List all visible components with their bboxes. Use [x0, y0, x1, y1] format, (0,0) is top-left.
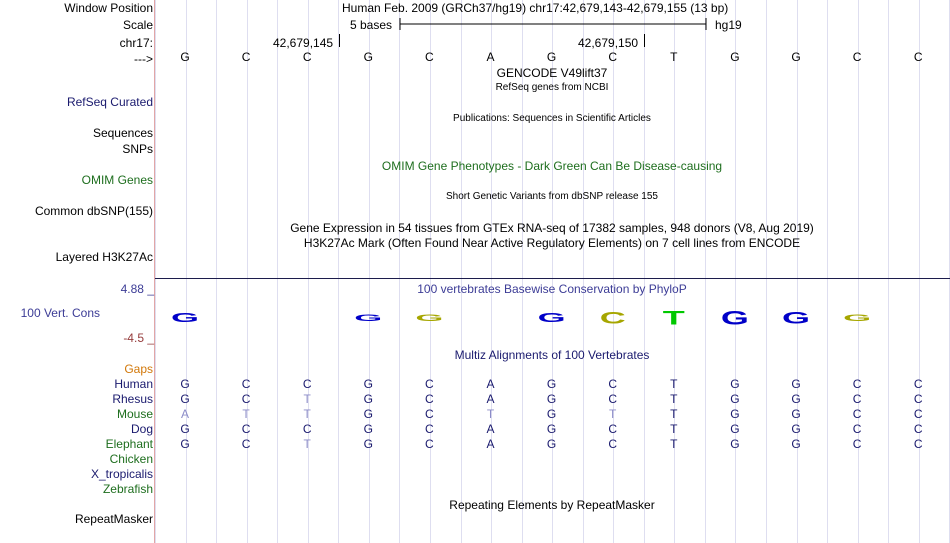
gencode-track-title[interactable]: GENCODE V49lift37 [496, 66, 608, 80]
conservation-glyph: G [170, 310, 199, 325]
dbsnp-track-title[interactable]: Short Genetic Variants from dbSNP release 155 [446, 191, 658, 202]
base-letter: C [608, 50, 618, 64]
conservation-glyph: G [537, 310, 566, 325]
grid-line [277, 0, 278, 543]
base-letter: C [241, 50, 251, 64]
conservation-glyph: T [662, 306, 685, 329]
phylop-track-title[interactable]: 100 vertebrates Basewise Conservation by PhyloP [417, 282, 687, 296]
layered-h3k27ac-label[interactable]: Layered H3K27Ac [55, 250, 153, 264]
alignment-base: G [363, 407, 373, 421]
alignment-base: C [302, 377, 312, 391]
alignment-base: G [730, 392, 740, 406]
grid-line [766, 0, 767, 543]
species-label[interactable]: Chicken [109, 452, 153, 466]
conservation-glyph: G [354, 312, 383, 323]
phylop-track-label[interactable]: 100 Vert. Cons [20, 306, 100, 320]
alignment-base: G [363, 377, 373, 391]
window-position-label: Window Position [64, 1, 153, 15]
alignment-base: T [303, 392, 311, 406]
alignment-base: C [608, 377, 618, 391]
sequences-label[interactable]: Sequences [92, 126, 153, 140]
alignment-base: C [241, 377, 251, 391]
alignment-base: C [608, 437, 618, 451]
species-label[interactable]: Rhesus [112, 392, 153, 406]
h3k27ac-track-title[interactable]: H3K27Ac Mark (Often Found Near Active Regulatory Elements) on 7 cell lines from ENCODE [303, 236, 801, 250]
grid-line [247, 0, 248, 543]
alignment-base: A [180, 407, 189, 421]
omim-track-title[interactable]: OMIM Gene Phenotypes - Dark Green Can Be Disease-causing [381, 159, 723, 173]
alignment-base: G [791, 437, 801, 451]
species-label[interactable]: Elephant [105, 437, 153, 451]
grid-line [369, 0, 370, 543]
conservation-glyph: G [781, 308, 810, 327]
alignment-base: G [363, 422, 373, 436]
repeatmasker-label[interactable]: RepeatMasker [74, 512, 153, 526]
alignment-base: C [425, 437, 434, 451]
conservation-glyph: G [415, 312, 444, 323]
alignment-base: A [486, 377, 495, 391]
alignment-base: C [852, 407, 862, 421]
multiz-track-title[interactable]: Multiz Alignments of 100 Vertebrates [454, 348, 650, 362]
alignment-base: C [302, 422, 312, 436]
base-letter: G [791, 50, 801, 64]
scale-bar [398, 16, 710, 32]
alignment-base: C [425, 392, 434, 406]
conservation-glyph: C [599, 308, 626, 327]
grid-line [888, 0, 889, 543]
grid-line [461, 0, 462, 543]
alignment-base: G [546, 437, 557, 451]
alignment-base: C [608, 392, 618, 406]
db-text: hg19 [715, 18, 742, 32]
grid-line [613, 0, 614, 543]
alignment-base: G [363, 392, 373, 406]
alignment-base: G [180, 392, 190, 406]
alignment-base: T [486, 407, 495, 421]
alignment-base: C [425, 407, 434, 421]
species-label[interactable]: Dog [130, 422, 153, 436]
strand-label: ---> [134, 52, 153, 66]
refseq-curated-label[interactable]: RefSeq Curated [66, 95, 153, 109]
conservation-glyph: G [843, 312, 872, 323]
chrom-label: chr17: [119, 36, 153, 50]
alignment-base: T [670, 407, 678, 421]
grid-line [735, 0, 736, 543]
alignment-base: G [180, 377, 190, 391]
alignment-base: C [425, 422, 434, 436]
base-letter: G [730, 50, 740, 64]
alignment-base: G [546, 377, 557, 391]
grid-line [308, 0, 309, 543]
position-tick-1-mark [339, 34, 340, 47]
alignment-base: G [730, 437, 740, 451]
grid-line [674, 0, 675, 543]
alignment-base: A [486, 437, 495, 451]
phylop-max-value: 4.88 _ [120, 282, 154, 296]
alignment-base: C [241, 392, 251, 406]
alignment-base: C [913, 392, 923, 406]
base-letter: A [486, 50, 495, 64]
phylop-min-value: -4.5 _ [123, 331, 154, 345]
species-label[interactable]: X_tropicalis [90, 467, 153, 481]
gtex-track-title[interactable]: Gene Expression in 54 tissues from GTEx RNA-seq of 17382 samples, 948 donors (V8, Aug 2019) [290, 221, 814, 235]
track-divider-line [155, 278, 950, 279]
alignment-base: C [241, 437, 251, 451]
alignment-base: A [486, 422, 495, 436]
grid-line [919, 0, 920, 543]
omim-genes-label[interactable]: OMIM Genes [81, 173, 153, 187]
common-dbsnp-label[interactable]: Common dbSNP(155) [34, 204, 153, 218]
refseq-track-subtitle[interactable]: RefSeq genes from NCBI [495, 82, 609, 93]
species-label[interactable]: Human [114, 377, 153, 391]
publications-track-title[interactable]: Publications: Sequences in Scientific Articles [453, 113, 651, 124]
grid-line [827, 0, 828, 543]
alignment-base: G [730, 422, 740, 436]
alignment-base: C [913, 377, 923, 391]
grid-line [399, 0, 400, 543]
alignment-base: G [180, 422, 190, 436]
base-letter: C [302, 50, 312, 64]
species-label[interactable]: Mouse [116, 407, 153, 421]
scale-label: Scale [122, 18, 153, 32]
alignment-base: G [730, 377, 740, 391]
alignment-base: C [852, 437, 862, 451]
base-letter: C [425, 50, 434, 64]
grid-line [430, 0, 431, 543]
alignment-base: C [913, 437, 923, 451]
conservation-glyph: G [720, 306, 749, 329]
position-tick-2: 42,679,150 [578, 36, 639, 50]
base-letter: G [546, 50, 557, 64]
position-tick-2-mark [644, 34, 645, 47]
alignment-base: T [303, 437, 311, 451]
alignment-base: G [546, 407, 557, 421]
base-letter: G [180, 50, 190, 64]
alignment-base: C [425, 377, 434, 391]
alignment-base: G [791, 407, 801, 421]
alignment-base: T [670, 437, 678, 451]
gaps-label[interactable]: Gaps [124, 362, 153, 376]
alignment-base: T [670, 422, 678, 436]
alignment-base: T [242, 407, 250, 421]
alignment-base: C [608, 422, 618, 436]
alignment-base: T [670, 377, 678, 391]
grid-line [186, 0, 187, 543]
alignment-base: G [730, 407, 740, 421]
base-letter: G [363, 50, 373, 64]
base-letter: T [670, 50, 678, 64]
alignment-base: G [791, 422, 801, 436]
grid-line [155, 0, 156, 543]
assembly-position-text: Human Feb. 2009 (GRCh37/hg19) chr17:42,679,143-42,679,155 (13 bp) [342, 1, 729, 15]
alignment-base: G [546, 392, 557, 406]
base-letter: C [852, 50, 862, 64]
alignment-base: A [486, 392, 495, 406]
grid-line [216, 0, 217, 543]
label-gutter-divider [154, 0, 155, 543]
alignment-base: C [913, 422, 923, 436]
alignment-base: G [546, 422, 557, 436]
alignment-base: C [852, 422, 862, 436]
alignment-base: T [609, 407, 617, 421]
alignment-base: C [852, 392, 862, 406]
grid-line [338, 0, 339, 543]
alignment-base: G [180, 437, 190, 451]
grid-line [644, 0, 645, 543]
alignment-base: G [363, 437, 373, 451]
repeatmasker-track-title[interactable]: Repeating Elements by RepeatMasker [449, 498, 655, 512]
alignment-base: T [303, 407, 311, 421]
alignment-base: C [913, 407, 923, 421]
alignment-base: C [241, 422, 251, 436]
snps-label[interactable]: SNPs [122, 142, 153, 156]
scale-text: 5 bases [350, 18, 393, 32]
alignment-base: G [791, 392, 801, 406]
position-tick-1: 42,679,145 [273, 36, 334, 50]
species-label[interactable]: Zebrafish [102, 482, 153, 496]
base-letter: C [913, 50, 923, 64]
alignment-base: C [852, 377, 862, 391]
alignment-base: T [670, 392, 678, 406]
grid-line [797, 0, 798, 543]
grid-line [491, 0, 492, 543]
alignment-base: G [791, 377, 801, 391]
grid-line [705, 0, 706, 543]
grid-line [858, 0, 859, 543]
